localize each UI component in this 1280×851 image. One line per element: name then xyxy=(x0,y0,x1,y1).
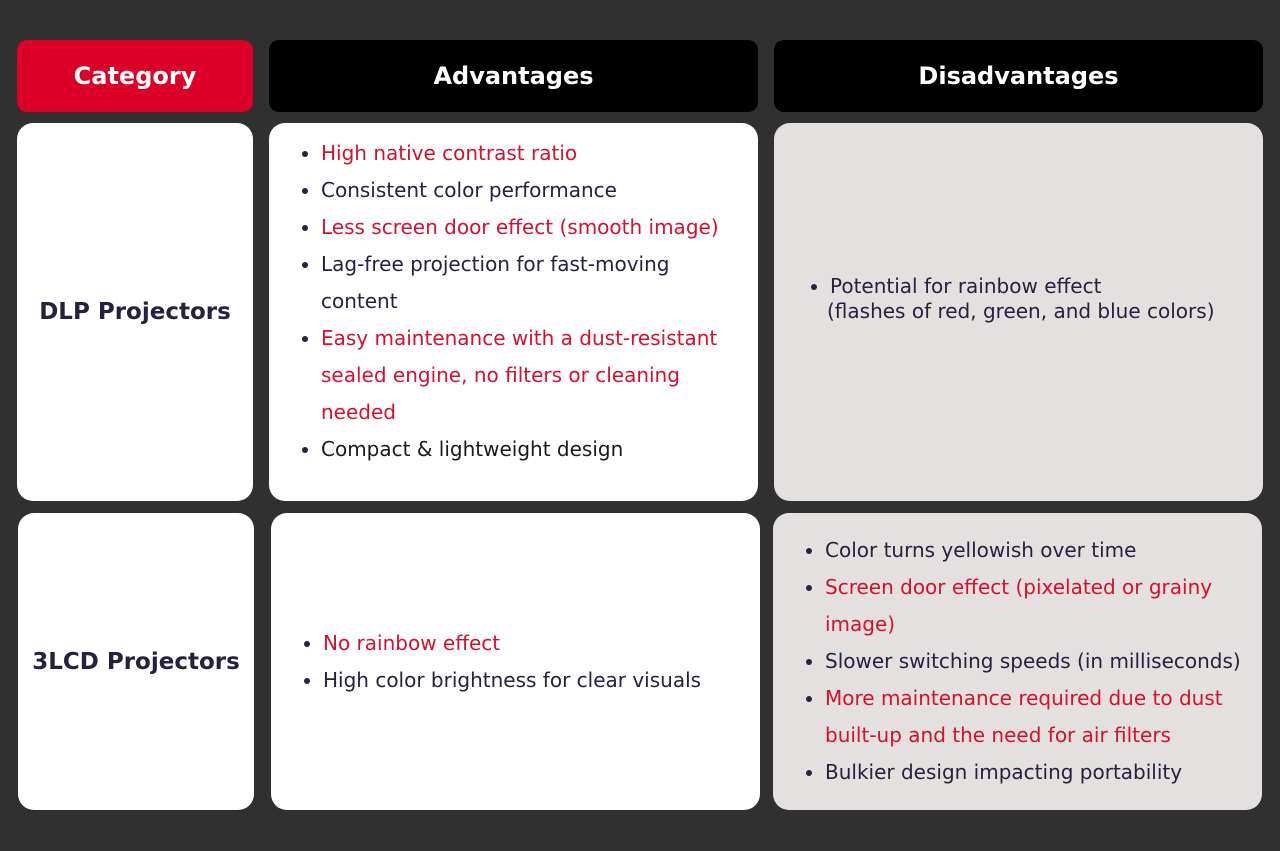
advantages-list xyxy=(269,135,758,468)
list-item: • Less screen door effect (smooth image) xyxy=(321,209,728,246)
header-advantages-label: Advantages xyxy=(433,62,594,90)
header-disadvantages xyxy=(774,40,1263,112)
row-dlp-advantages xyxy=(269,123,758,501)
list-item xyxy=(827,274,1215,324)
list-item: • Bulkier design impacting portability xyxy=(825,754,1252,791)
list-item-subtext: (flashes of red, green, and blue colors) xyxy=(827,299,1215,323)
list-item: • Lag-free projection for fast-moving content xyxy=(321,246,728,320)
category-label: DLP Projectors xyxy=(39,299,231,325)
row-dlp-disadvantages xyxy=(774,123,1263,501)
advantages-list xyxy=(271,625,701,699)
header-category xyxy=(17,40,253,112)
list-item: • Screen door effect (pixelated or grainy image) xyxy=(825,569,1252,643)
header-disadvantages-label: Disadvantages xyxy=(918,62,1119,90)
list-item: • Consistent color performance xyxy=(321,172,728,209)
category-label: 3LCD Projectors xyxy=(32,648,240,675)
row-dlp-category xyxy=(17,123,253,501)
header-advantages xyxy=(269,40,758,112)
disadvantages-list xyxy=(774,274,1215,324)
list-item: • Easy maintenance with a dust-resistant sealed engine, no filters or cleaning needed xyxy=(321,320,728,431)
list-item: • Slower switching speeds (in milliseconds) xyxy=(825,643,1252,680)
row-3lcd-advantages xyxy=(271,513,760,810)
list-item: • Color turns yellowish over time xyxy=(825,532,1252,569)
list-item-text: Potential for rainbow effect xyxy=(830,274,1102,298)
list-item: • High color brightness for clear visuals xyxy=(323,662,701,699)
row-3lcd-category xyxy=(18,513,254,810)
list-item: • High native contrast ratio xyxy=(321,135,728,172)
list-item: • Compact & lightweight design xyxy=(321,431,728,468)
header-category-label: Category xyxy=(73,62,197,90)
list-item: • More maintenance required due to dust built-up and the need for air filters xyxy=(825,680,1252,754)
list-item: • No rainbow effect xyxy=(323,625,701,662)
disadvantages-list xyxy=(773,532,1262,791)
row-3lcd-disadvantages xyxy=(773,513,1262,810)
